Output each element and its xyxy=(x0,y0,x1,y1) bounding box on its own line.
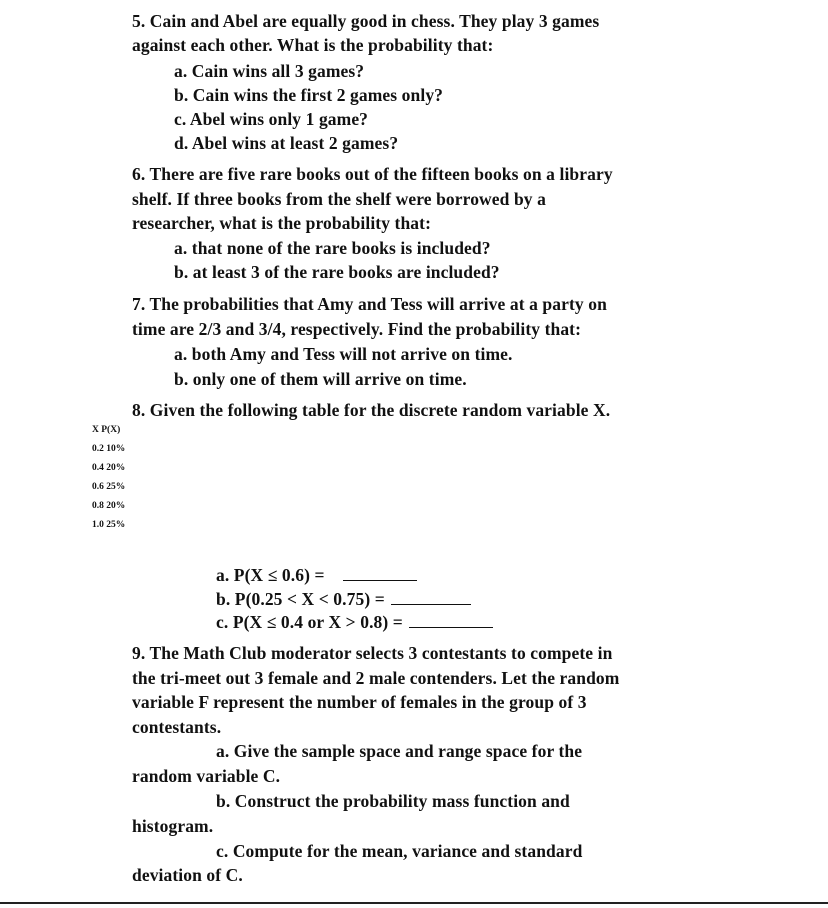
q9-item-c-line1: c. Compute for the mean, variance and standard xyxy=(216,841,583,861)
bottom-border xyxy=(0,902,828,904)
q8-table-row: 1.0 25% xyxy=(92,520,126,530)
q9-item-a-line2: random variable C. xyxy=(132,766,281,786)
q6-item-a: a. that none of the rare books is included? xyxy=(174,238,491,258)
q5-stem-line2: against each other. What is the probability that: xyxy=(132,35,494,55)
q8-table-row: 0.8 20% xyxy=(92,501,126,511)
q9-stem-line4: contestants. xyxy=(132,717,222,737)
q6-stem-line2: shelf. If three books from the shelf were borrowed by a xyxy=(132,189,546,209)
q9-stem-line2: the tri-meet out 3 female and 2 male contenders. Let the random xyxy=(132,668,620,688)
answer-blank-b xyxy=(391,590,471,605)
q5-item-d: d. Abel wins at least 2 games? xyxy=(174,133,399,153)
q5-item-b: b. Cain wins the first 2 games only? xyxy=(174,85,444,105)
q8-item-a xyxy=(216,564,417,586)
q8-stem: 8. Given the following table for the discrete random variable X. xyxy=(132,400,611,420)
q5-item-a: a. Cain wins all 3 games? xyxy=(174,61,365,81)
answer-blank-a xyxy=(343,566,417,581)
q8-table-row: 0.2 10% xyxy=(92,444,126,454)
q6-stem-line3: researcher, what is the probability that: xyxy=(132,213,432,233)
q6-stem-line1: 6. There are five rare books out of the fifteen books on a library xyxy=(132,164,613,184)
q7-stem-line1: 7. The probabilities that Amy and Tess will arrive at a party on xyxy=(132,294,607,314)
q7-stem-line2: time are 2/3 and 3/4, respectively. Find the probability that: xyxy=(132,319,582,339)
q9-item-a-line1: a. Give the sample space and range space for the xyxy=(216,741,583,761)
q8-table-row: 0.4 20% xyxy=(92,463,126,473)
q5-stem-line1: 5. Cain and Abel are equally good in chess. They play 3 games xyxy=(132,11,600,31)
q7-item-b: b. only one of them will arrive on time. xyxy=(174,369,467,389)
q6-item-b: b. at least 3 of the rare books are included? xyxy=(174,262,500,282)
q9-item-c-line2: deviation of C. xyxy=(132,865,243,885)
q8-item-b xyxy=(216,588,471,610)
q9-item-b-line2: histogram. xyxy=(132,816,214,836)
q8-item-c-text: c. P(X ≤ 0.4 or X > 0.8) = xyxy=(216,612,403,632)
q9-stem-line3: variable F represent the number of females in the group of 3 xyxy=(132,692,587,712)
q8-table-row: 0.6 25% xyxy=(92,482,126,492)
q9-stem-line1: 9. The Math Club moderator selects 3 contestants to compete in xyxy=(132,643,613,663)
q8-item-b-text: b. P(0.25 < X < 0.75) = xyxy=(216,589,385,609)
q8-item-a-text: a. P(X ≤ 0.6) = xyxy=(216,565,325,585)
q5-item-c: c. Abel wins only 1 game? xyxy=(174,109,369,129)
answer-blank-c xyxy=(409,613,493,628)
q7-item-a: a. both Amy and Tess will not arrive on time. xyxy=(174,344,513,364)
q8-item-c xyxy=(216,611,493,633)
q8-table-header: X P(X) xyxy=(92,425,121,435)
q9-item-b-line1: b. Construct the probability mass function and xyxy=(216,791,570,811)
